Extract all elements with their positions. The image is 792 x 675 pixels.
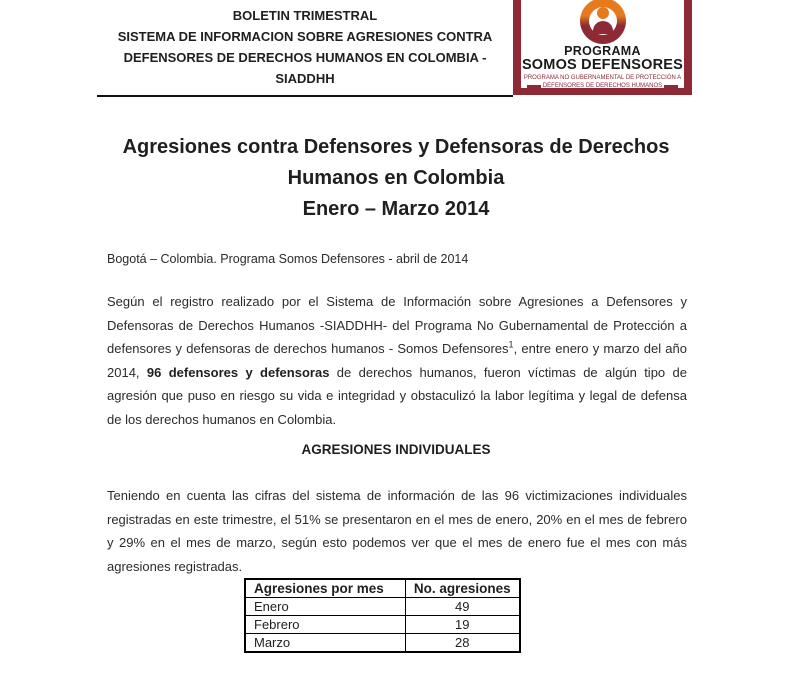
aggressions-per-month-table (244, 578, 521, 653)
intro-paragraph-part2: , entre enero y marzo del año 2014, (107, 341, 687, 380)
table-cell-count: 19 (405, 616, 520, 634)
table-row (245, 634, 520, 653)
bulletin-header (97, 5, 513, 89)
logo-person-body (593, 21, 613, 34)
tagline-left-bar (527, 85, 541, 89)
table-row (245, 616, 520, 634)
table-cell-month: Marzo (245, 634, 405, 653)
table-header-row (245, 579, 520, 598)
table-cell-month: Enero (245, 598, 405, 616)
document-title-period: Enero – Marzo 2014 (302, 198, 490, 220)
table-header-month: Agresiones por mes (245, 579, 405, 598)
victims-count-bold: 96 defensores y defensoras (146, 364, 330, 380)
tagline-right-bar (664, 85, 678, 89)
monthly-breakdown-paragraph: Teniendo en cuenta las cifras del sistema de información de las 96 victimizaciones individuales registradas en este trimestre, el 51% se presentaron en el mes de enero, 20% en el mes de febrero y 29% en el mes de marzo, según esto podemos ver que el mes de enero fue el mes con más agresiones registradas. (107, 488, 687, 574)
intro-paragraph (107, 290, 687, 431)
document-title (86, 132, 706, 225)
document-title-main: Agresiones contra Defensores y Defensoras de Derechos Humanos en Colombia (122, 136, 670, 189)
logo-person-head (597, 7, 609, 19)
document-subtitle: Bogotá – Colombia. Programa Somos Defensores - abril de 2014 (107, 252, 469, 266)
intro-paragraph-part1: Según el registro realizado por el Sistema de Información sobre Agresiones a Defensores y Defensoras de Derechos Humanos -SIADDHH- del Programa No Gubernamental de Protección a defensores y defensoras de derechos humanos - Somos Defensores (107, 294, 687, 356)
somos-defensores-logo (513, 0, 692, 95)
logo-tagline-line2 (521, 83, 684, 90)
bulletin-header-rest: SISTEMA DE INFORMACION SOBRE AGRESIONES CONTRA DEFENSORES DE DERECHOS HUMANOS EN COLOMBIA - SIADDHH (117, 29, 493, 86)
logo-somos-defensores-label: SOMOS DEFENSORES (521, 57, 684, 73)
logo-program-label: PROGRAMA (564, 44, 641, 58)
table-cell-count: 49 (405, 598, 520, 616)
intro-paragraph-part3: de derechos humanos, fueron víctimas de algún tipo de agresión que puso en riesgo su vida e integridad y obstaculizó la labor legítima y legal de defensa de los derechos humanos en Colombia. (107, 364, 687, 427)
bulletin-header-line1: BOLETIN TRIMESTRAL (232, 8, 378, 23)
table-header-count: No. agresiones (405, 579, 520, 598)
header-divider (97, 95, 513, 97)
person-circle-icon (580, 0, 626, 44)
footnote-reference: 1 (508, 339, 514, 350)
table-cell-count: 28 (405, 634, 520, 653)
table-cell-month: Febrero (245, 616, 405, 634)
section-heading-agresiones-individuales: AGRESIONES INDIVIDUALES (301, 442, 491, 457)
table-row (245, 598, 520, 616)
logo-tagline-line1: PROGRAMA NO GUBERNAMENTAL DE PROTECCIÓN A (523, 75, 682, 81)
logo-tagline-line2-text: DEFENSORES DE DERECHOS HUMANOS (542, 83, 663, 89)
